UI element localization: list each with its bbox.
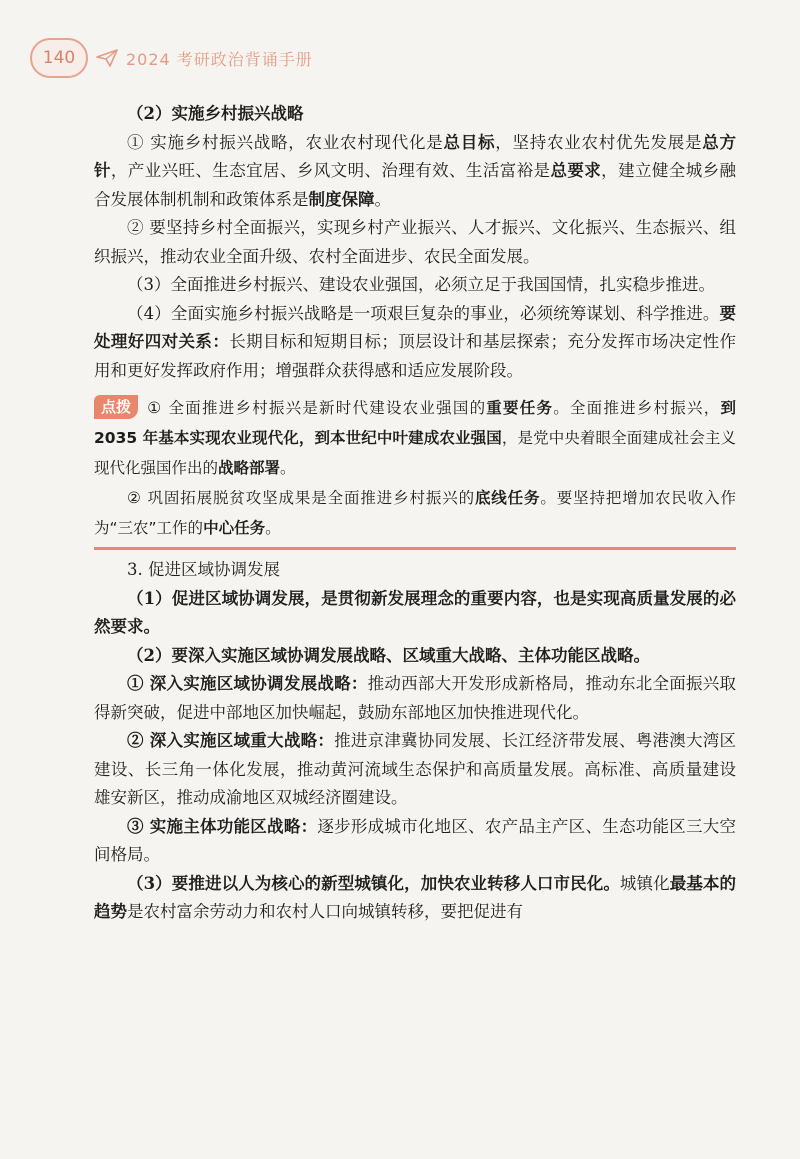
text: 。 bbox=[280, 459, 296, 477]
text: 推动西部大开发形成新格局，推动东北全面振兴取得新突破，促进中部地区加快崛起，鼓励东部地区加快推进现代化。 bbox=[94, 674, 737, 722]
text: ，是党中央着眼全面建成社会主义现代化强国作出的 bbox=[94, 429, 736, 477]
text: ① 实施乡村振兴战略，农业农村现代化是 bbox=[127, 132, 444, 152]
keyword: 总方针 bbox=[94, 132, 736, 180]
text: 城镇化 bbox=[619, 873, 670, 893]
text: （4）全面实施乡村振兴战略是一项艰巨复杂的事业，必须统筹谋划、科学推进。 bbox=[127, 303, 720, 323]
keyword: （3）要推进以人为核心的新型城镇化，加快农业转移人口市民化。 bbox=[127, 873, 620, 893]
text: ，产业兴旺、生态宜居、乡风文明、治理有效、生活富裕是 bbox=[110, 161, 551, 180]
text: 长期目标和短期目标；顶层设计和基层探索；充分发挥市场决定性作用和更好发挥政府作用；增强群众获得感和适应发展阶段。 bbox=[94, 332, 737, 380]
keyword: 制度保障 bbox=[308, 189, 375, 209]
page-content bbox=[94, 100, 736, 927]
keyword: 底线任务 bbox=[474, 489, 541, 507]
paragraph bbox=[94, 727, 736, 813]
callout-paragraph bbox=[94, 393, 736, 483]
text: 。全面推进乡村振兴， bbox=[553, 399, 721, 417]
keyword: 中心任务 bbox=[203, 519, 266, 537]
keyword: ③ 实施主体功能区战略： bbox=[127, 816, 318, 836]
text: ② 巩固拓展脱贫攻坚成果是全面推进乡村振兴的 bbox=[127, 489, 475, 507]
paragraph: （1）促进区域协调发展，是贯彻新发展理念的重要内容，也是实现高质量发展的必然要求。 bbox=[94, 588, 736, 636]
tip-tag: 点拨 bbox=[94, 395, 138, 419]
text: 逐步形成城市化地区、农产品主产区、生态功能区三大空间格局。 bbox=[94, 816, 736, 864]
text: 是农村富余劳动力和农村人口向城镇转移，要把促进有 bbox=[127, 902, 523, 921]
paragraph: ② 要坚持乡村全面振兴，实现乡村产业振兴、人才振兴、文化振兴、生态振兴、组织振兴，推动农业全面升级、农村全面进步、农民全面发展。 bbox=[94, 218, 736, 266]
keyword: 战略部署 bbox=[218, 459, 281, 477]
callout-paragraph bbox=[94, 483, 736, 543]
keyword: ② 深入实施区域重大战略： bbox=[127, 731, 335, 750]
text: ① 全面推进乡村振兴是新时代建设农业强国的 bbox=[146, 399, 487, 417]
paragraph bbox=[94, 670, 736, 727]
keyword: ① 深入实施区域协调发展战略： bbox=[127, 674, 368, 693]
tip-callout bbox=[94, 391, 736, 550]
text: 。 bbox=[265, 519, 281, 537]
paragraph bbox=[94, 813, 736, 870]
page-number: 140 bbox=[30, 38, 88, 78]
keyword: 到 2035 年基本实现农业现代化，到本世纪中叶建成农业强国 bbox=[94, 399, 736, 447]
section-heading: 3. 促进区域协调发展 bbox=[127, 560, 280, 579]
paragraph: （2）要深入实施区域协调发展战略、区域重大战略、主体功能区战略。 bbox=[127, 645, 650, 665]
paragraph: （3）全面推进乡村振兴、建设农业强国，必须立足于我国国情，扎实稳步推进。 bbox=[127, 275, 715, 294]
text: 。要坚持把增加农民收入作为“三农”工作的 bbox=[94, 489, 736, 537]
text: 。 bbox=[374, 189, 391, 209]
text: ，坚持农业农村优先发展是 bbox=[495, 132, 703, 152]
keyword: 总目标 bbox=[443, 132, 496, 152]
keyword: 最基本的趋势 bbox=[94, 873, 737, 921]
paragraph bbox=[94, 870, 736, 927]
keyword: 总要求 bbox=[550, 161, 602, 180]
section-title: （2）实施乡村振兴战略 bbox=[127, 104, 304, 123]
book-title: 2024 考研政治背诵手册 bbox=[126, 49, 313, 69]
paragraph bbox=[94, 300, 736, 386]
paper-plane-icon bbox=[96, 49, 118, 67]
keyword: 重要任务 bbox=[486, 399, 554, 417]
keyword: 要处理好四对关系： bbox=[94, 303, 736, 351]
page-header bbox=[30, 36, 313, 80]
text: 推进京津冀协同发展、长江经济带发展、粤港澳大湾区建设、长三角一体化发展，推动黄河流域生态保护和高质量发展。高标准、高质量建设雄安新区，推动成渝地区双城经济圈建设。 bbox=[94, 731, 737, 807]
paragraph bbox=[94, 129, 736, 215]
text: ，建立健全城乡融合发展体制机制和政策体系是 bbox=[94, 161, 737, 209]
